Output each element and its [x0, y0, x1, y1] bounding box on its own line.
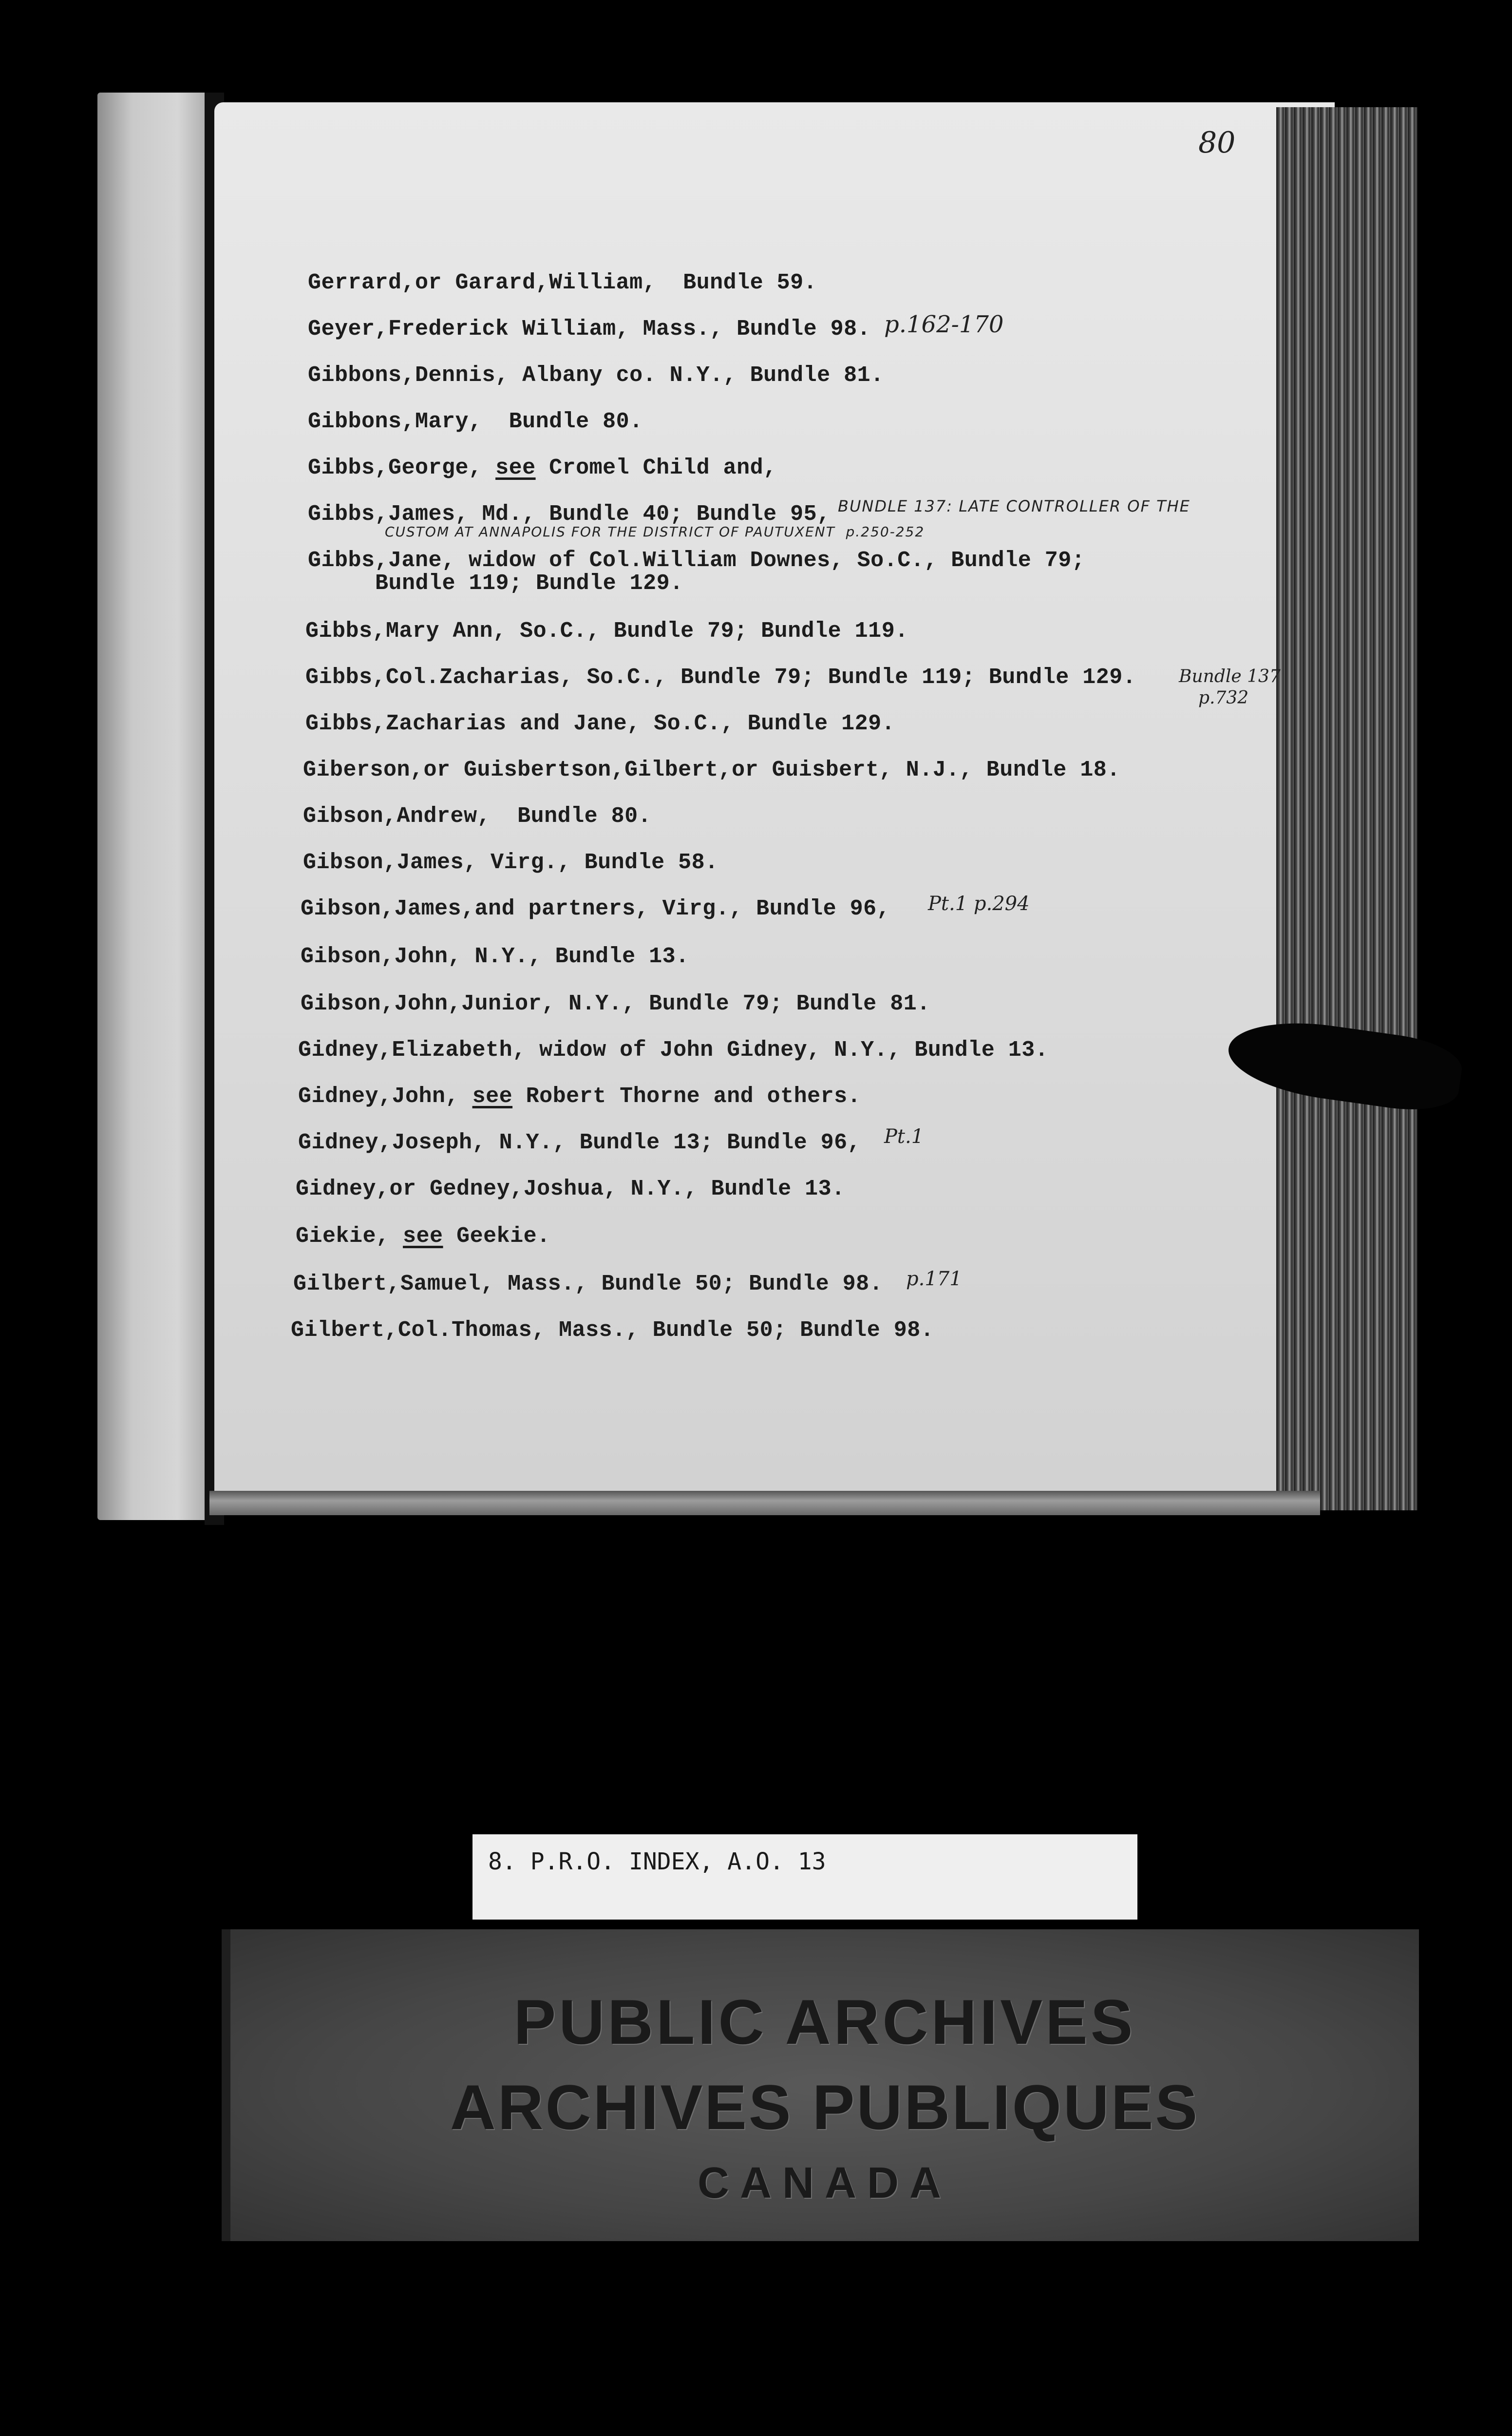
entry-gibson-john-junior: Gibson,John,Junior, N.Y., Bundle 79; Bundle 81.	[301, 991, 930, 1016]
entry-gibbs-george: Gibbs,George, see Cromel Child and,	[308, 456, 777, 480]
entry-geyer-frederick-william: Geyer,Frederick William, Mass., Bundle 98.	[308, 317, 871, 342]
entry-gibbs-james: Gibbs,James, Md., Bundle 40; Bundle 95,	[308, 502, 831, 527]
handwritten-note: p.732	[1198, 688, 1249, 708]
entry-gidney-joshua: Gidney,or Gedney,Joshua, N.Y., Bundle 13.	[296, 1177, 845, 1201]
handwritten-note: Pt.1 p.294	[928, 893, 1030, 915]
entry-gibbons-mary: Gibbons,Mary, Bundle 80.	[308, 409, 643, 434]
entry-gibson-james-and-partners: Gibson,James,and partners, Virg., Bundle 96,	[301, 896, 890, 921]
stamp-line-archives-publiques: ARCHIVES PUBLIQUES	[450, 2072, 1200, 2143]
stamp-line-public-archives: PUBLIC ARCHIVES	[513, 1986, 1136, 2057]
handwritten-note: CUSTOM AT ANNAPOLIS FOR THE DISTRICT OF PAUTUXENT p.250-252	[385, 524, 925, 540]
entry-giberson-gilbert: Giberson,or Guisbertson,Gilbert,or Guisbert, N.J., Bundle 18.	[303, 758, 1120, 782]
index-label: 8. P.R.O. INDEX, A.O. 13	[472, 1834, 1137, 1920]
handwritten-note: p.171	[906, 1268, 962, 1290]
entry-gibbs-jane: Gibbs,Jane, widow of Col.William Downes, So.C., Bundle 79;	[308, 548, 1085, 573]
page-number: 80	[1198, 126, 1236, 160]
handwritten-note: Pt.1	[884, 1125, 924, 1148]
handwritten-note: Bundle 137	[1179, 666, 1281, 686]
see-reference: see	[495, 456, 536, 480]
entry-gibson-andrew: Gibson,Andrew, Bundle 80.	[303, 804, 652, 829]
entry-gidney-elizabeth: Gidney,Elizabeth, widow of John Gidney, N.Y., Bundle 13.	[298, 1038, 1049, 1063]
see-reference: see	[472, 1084, 513, 1109]
entry-gilbert-samuel: Gilbert,Samuel, Mass., Bundle 50; Bundle 98.	[293, 1272, 883, 1296]
handwritten-note: BUNDLE 137: LATE CONTROLLER OF THE	[838, 497, 1191, 515]
handwritten-note: p.162-170	[884, 311, 1004, 338]
entry-gerrard-william: Gerrard,or Garard,William, Bundle 59.	[308, 270, 817, 295]
entry-gibbons-dennis: Gibbons,Dennis, Albany co. N.Y., Bundle 81.	[308, 363, 884, 388]
entry-gibson-james: Gibson,James, Virg., Bundle 58.	[303, 850, 718, 875]
entry-gibson-john: Gibson,John, N.Y., Bundle 13.	[301, 944, 689, 969]
archives-stamp	[222, 1929, 1419, 2241]
entry-gidney-john: Gidney,John, see Robert Thorne and others.	[298, 1084, 861, 1109]
entry-gilbert-col-thomas: Gilbert,Col.Thomas, Mass., Bundle 50; Bundle 98.	[291, 1318, 934, 1343]
left-page-edge	[97, 93, 212, 1520]
see-reference: see	[403, 1224, 443, 1249]
stamp-line-canada: CANADA	[698, 2159, 952, 2208]
entry-gibbs-jane-continued: Bundle 119; Bundle 129.	[375, 571, 683, 596]
entry-gidney-joseph: Gidney,Joseph, N.Y., Bundle 13; Bundle 96,	[298, 1130, 861, 1155]
entry-gibbs-mary-ann: Gibbs,Mary Ann, So.C., Bundle 79; Bundle 119.	[305, 619, 908, 644]
page-edges-stack	[1276, 107, 1418, 1510]
entry-gibbs-col-zacharias: Gibbs,Col.Zacharias, So.C., Bundle 79; Bundle 119; Bundle 129.	[305, 665, 1136, 690]
entry-gibbs-zacharias-and-jane: Gibbs,Zacharias and Jane, So.C., Bundle 129.	[305, 711, 895, 736]
entry-giekie: Giekie, see Geekie.	[296, 1224, 550, 1249]
page-bottom-edge	[209, 1491, 1320, 1515]
